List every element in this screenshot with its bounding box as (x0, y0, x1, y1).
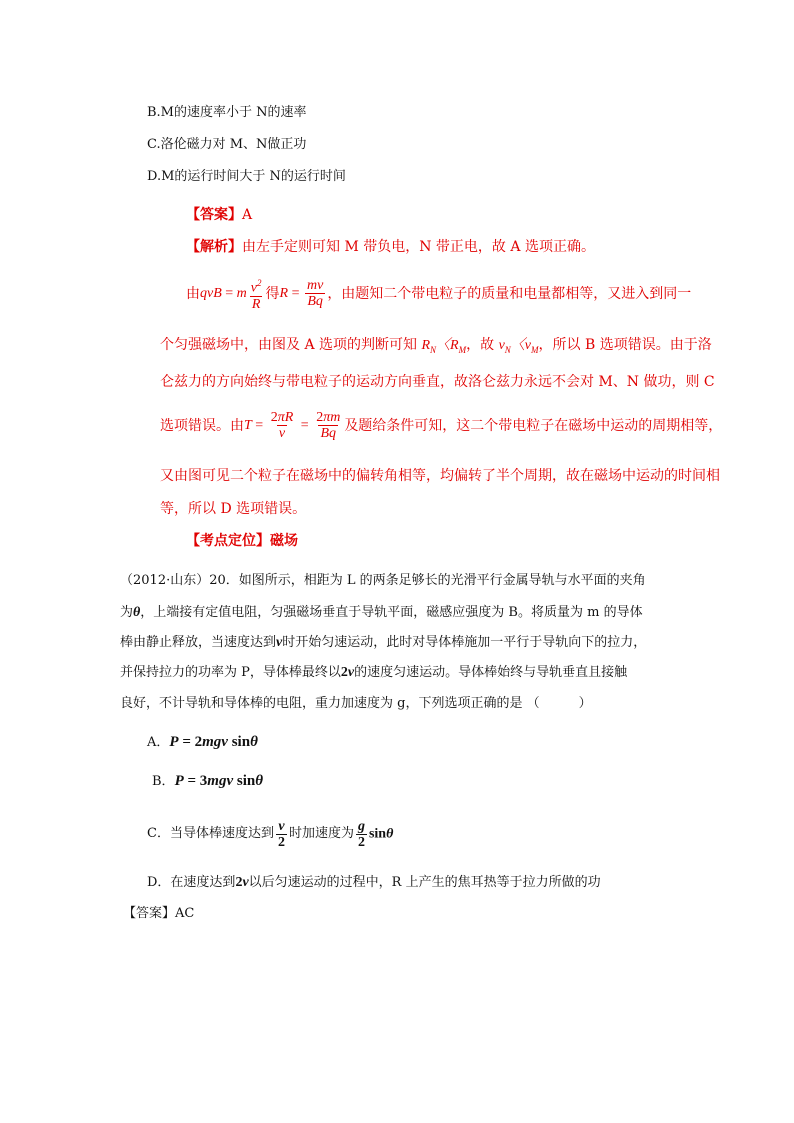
option-b-formula: P = 3mgv sinθ (174, 773, 264, 789)
answer-line (186, 206, 252, 224)
analysis-text-2a: 由 (186, 286, 200, 302)
formula-lorentz-centripetal: qvB = m $\frac{v^2}{R}$ (200, 277, 262, 312)
kaodian-value: 磁场 (270, 533, 298, 549)
analysis-text-3a: 个匀强磁场中，由图及 A 选项的判断可知 (160, 337, 418, 353)
two-v-symbol: 2v (340, 665, 355, 680)
analysis-text-5a: 选项错误。由 (160, 418, 244, 434)
q20-line-1: （2012·山东）20．如图所示，相距为 L 的两条足够长的光滑平行金属导轨与水平面的夹角 (120, 573, 646, 588)
analysis-line-1 (186, 238, 595, 256)
q20-line-2 (120, 604, 643, 622)
q20-option-a (147, 733, 258, 752)
g-half-sin-formula: $\frac{g}{2}$ sinθ (357, 818, 394, 850)
option-c-text-b: 时加速度为 (288, 826, 354, 841)
q20-option-d (147, 874, 601, 892)
analysis-text-5b: 及题给条件可知，这二个带电粒子在磁场中运动的周期相等， (344, 418, 723, 434)
analysis-label: 【解析】 (186, 239, 242, 255)
analysis-text-2c: ，由题知二个带电粒子的质量和电量都相等，又进入到同一 (327, 286, 692, 302)
analysis-line-5 (160, 404, 722, 448)
q20-answer: 【答案】AC (123, 906, 195, 921)
v-half-formula: $\frac{v}{2}$ (277, 818, 285, 850)
q20-line-4 (120, 664, 627, 682)
q20-line-5: 良好，不计导轨和导体棒的电阻，重力加速度为 g，下列选项正确的是 （ ） (120, 696, 592, 711)
analysis-line-4: 仑兹力的方向始终与带电粒子的运动方向垂直，故洛仑兹力永远不会对 M、N 做功，则 C (160, 374, 715, 390)
q20-option-c (147, 812, 393, 856)
q20-line-2a: 为 (120, 605, 134, 620)
formula-radius: R = $\frac{mv}{Bq}$ (279, 278, 324, 310)
q20-line-3b: 时开始匀速运动，此时对导体棒施加一平行于导轨向下的拉力， (282, 635, 647, 650)
kaodian-label: 【考点定位】 (186, 533, 270, 549)
v-symbol: v (276, 635, 283, 650)
option-d-text-a: D．在速度达到 (147, 875, 236, 890)
analysis-text-2b: 得 (265, 286, 280, 302)
q20-line-4a: 并保持拉力的功率为 P，导体棒最终以 (120, 665, 341, 680)
q20-line-3 (120, 634, 646, 652)
formula-radius-compare: $R_N$〈$R_M$ (421, 338, 467, 355)
option-b: B.M的速度率小于 N的速率 (147, 105, 307, 120)
formula-period: T = $\frac{2\pi R}{v}$ = $\frac{2\pi m}{Bq}$ (244, 410, 341, 442)
answer-label: 【答案】 (186, 207, 242, 223)
option-d-two-v: 2v (235, 875, 249, 890)
option-a-label: A． (147, 735, 170, 750)
q20-line-3a: 棒由静止释放，当速度达到 (120, 635, 277, 650)
analysis-line-2 (186, 272, 691, 316)
option-c-text-a: C．当导体棒速度达到 (147, 826, 274, 841)
option-c: C.洛伦磁力对 M、N做正功 (147, 137, 307, 152)
q20-option-b (152, 772, 263, 791)
analysis-line-6: 又由图可见二个粒子在磁场中的偏转角相等，均偏转了半个周期，故在磁场中运动的时间相 (160, 468, 720, 484)
answer-value: A (242, 207, 253, 223)
theta-symbol: θ (133, 605, 141, 620)
analysis-line-3 (160, 336, 712, 359)
option-d: D.M的运行时间大于 N的运行时间 (147, 169, 346, 184)
q20-line-2b: ，上端接有定值电阻，匀强磁场垂直于导轨平面，磁感应强度为 B。将质量为 m 的导体 (140, 605, 643, 620)
q20-line-4b: 的速度匀速运动。导体棒始终与导轨垂直且接触 (354, 665, 628, 680)
analysis-text-3c: ，所以 B 选项错误。由于洛 (538, 337, 712, 353)
analysis-text-1: 由左手定则可知 M 带负电，N 带正电，故 A 选项正确。 (242, 239, 595, 255)
analysis-text-3b: ，故 (466, 337, 495, 353)
kaodian-line (186, 532, 298, 550)
analysis-line-7: 等，所以 D 选项错误。 (160, 501, 307, 517)
formula-speed-compare: $v_N$〈$v_M$ (498, 338, 539, 355)
option-b-label: B． (152, 774, 175, 789)
option-d-text-b: 以后匀速运动的过程中，R 上产生的焦耳热等于拉力所做的功 (248, 875, 601, 890)
option-a-formula: P = 2mgv sinθ (169, 734, 258, 750)
